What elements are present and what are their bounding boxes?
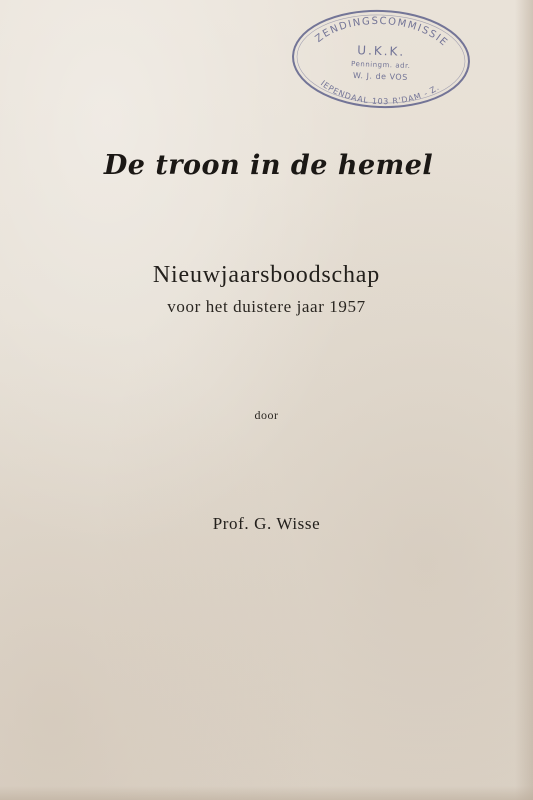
by-label: door — [254, 408, 279, 422]
document-subline: voor het duistere jaar 1957 — [167, 297, 366, 316]
stamp-organisation: U.K.K. — [357, 43, 406, 59]
stamp-arc-top-text: ZENDINGSCOMMISSIE — [313, 15, 450, 50]
ink-stamp — [288, 5, 473, 113]
stamp-role: Penningm. adr. — [350, 59, 411, 71]
paper-edge-right — [515, 0, 533, 800]
paper-edge-bottom — [0, 786, 533, 800]
stamp-arc-bottom-text: IEPENDAAL 103 R'DAM - Z. — [318, 78, 442, 107]
document-subtitle: Nieuwjaarsboodschap — [152, 262, 381, 288]
document-title: De troon in de hemel — [103, 150, 434, 181]
author-name: Prof. G. Wisse — [212, 514, 321, 533]
stamp-person: W. J. de VOS — [352, 71, 408, 82]
